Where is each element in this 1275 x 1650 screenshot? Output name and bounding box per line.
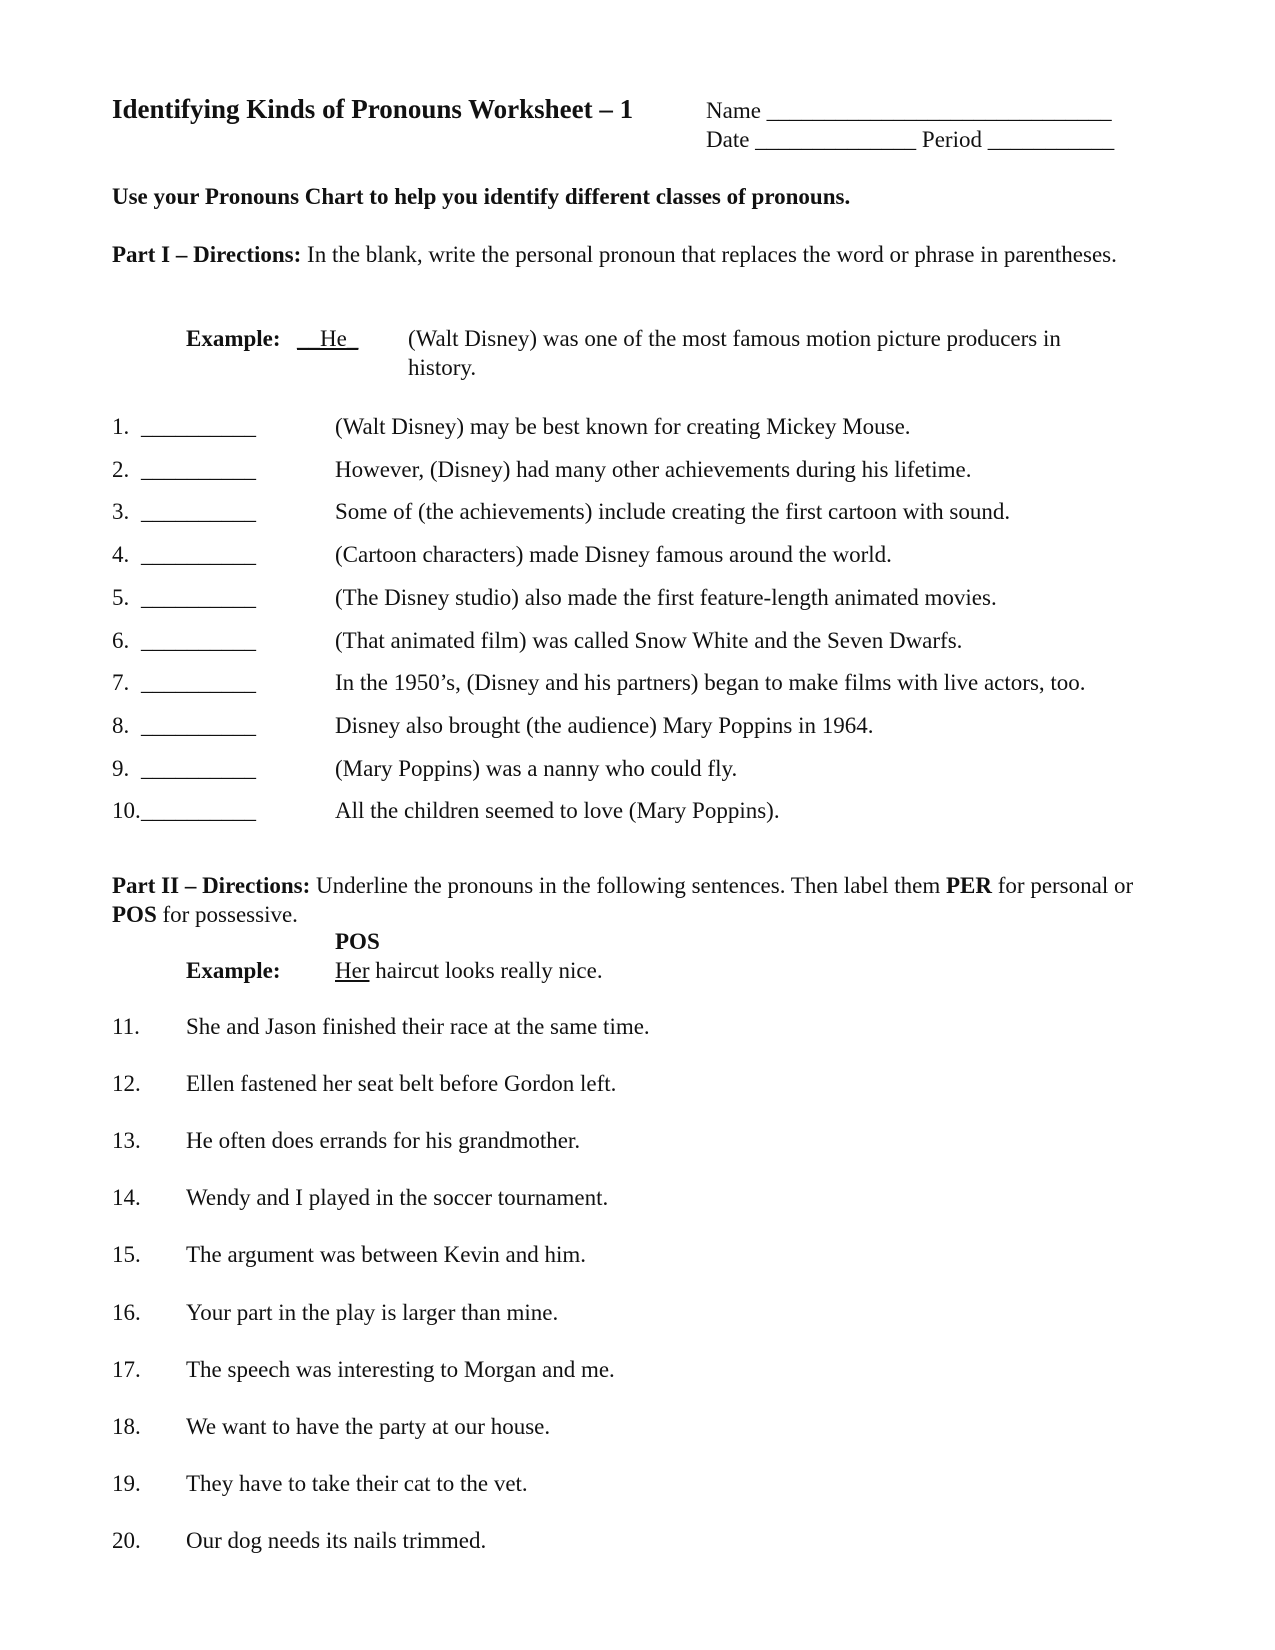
part2-example-tag: POS <box>335 929 380 954</box>
part1-item-sentence: All the children seemed to love (Mary Poppins). <box>335 798 780 823</box>
part1-item-number: 4. <box>112 542 130 567</box>
part2-directions-c: for possessive. <box>156 902 298 927</box>
part2-item-number: 16. <box>112 1300 141 1325</box>
period-label: Period <box>921 127 982 152</box>
name-field[interactable] <box>706 97 1112 126</box>
part2-item-sentence[interactable]: Your part in the play is larger than mine. <box>186 1300 559 1325</box>
part1-item-number: 9. <box>112 756 130 781</box>
part1-item-sentence: (Cartoon characters) made Disney famous around the world. <box>335 542 892 567</box>
date-label: Date <box>706 127 750 152</box>
part1-item-sentence: Disney also brought (the audience) Mary Poppins in 1964. <box>335 713 874 738</box>
part1-answer-blank[interactable]: __________ <box>141 798 256 823</box>
part1-item-number: 2. <box>112 457 130 482</box>
part1-item-number: 1. <box>112 414 130 439</box>
part1-answer-blank[interactable]: __________ <box>141 499 256 524</box>
part1-item-number: 6. <box>112 628 130 653</box>
part1-answer-blank[interactable]: __________ <box>141 457 256 482</box>
part1-answer-blank[interactable]: __________ <box>141 670 256 695</box>
pos-label: POS <box>112 902 157 927</box>
part2-item-sentence[interactable]: She and Jason finished their race at the same time. <box>186 1014 650 1039</box>
part2-example-rest: haircut looks really nice. <box>369 958 603 983</box>
part2-item-sentence[interactable]: They have to take their cat to the vet. <box>186 1471 528 1496</box>
date-line[interactable]: ______________ <box>755 127 917 152</box>
part1-answer-blank[interactable]: __________ <box>141 585 256 610</box>
part2-directions-b: for personal or <box>992 873 1134 898</box>
part2-item-sentence[interactable]: Wendy and I played in the soccer tournament. <box>186 1185 609 1210</box>
part2-directions <box>112 871 1142 929</box>
instructions: Use your Pronouns Chart to help you identify different classes of pronouns. <box>112 184 851 209</box>
part1-item-number: 5. <box>112 585 130 610</box>
date-period-fields <box>706 126 1114 155</box>
part2-item-number: 11. <box>112 1014 140 1039</box>
part2-item-sentence[interactable]: The argument was between Kevin and him. <box>186 1242 587 1267</box>
period-line[interactable]: ___________ <box>987 127 1115 152</box>
part1-item-sentence: Some of (the achievements) include creating the first cartoon with sound. <box>335 499 1011 524</box>
part1-example-sentence-line2: history. <box>408 355 477 380</box>
part2-item-number: 14. <box>112 1185 141 1210</box>
part2-example-sentence <box>335 957 603 986</box>
part1-item-sentence: (Mary Poppins) was a nanny who could fly. <box>335 756 738 781</box>
part1-item-number: 7. <box>112 670 130 695</box>
per-label: PER <box>946 873 992 898</box>
part2-example-underlined: Her <box>335 958 370 983</box>
part1-answer-blank[interactable]: __________ <box>141 414 256 439</box>
part1-item-number: 8. <box>112 713 130 738</box>
part1-example-label: Example: <box>186 326 281 351</box>
part1-item-sentence: (The Disney studio) also made the first feature-length animated movies. <box>335 585 997 610</box>
part2-item-number: 19. <box>112 1471 141 1496</box>
part1-answer-blank[interactable]: __________ <box>141 542 256 567</box>
part2-item-sentence[interactable]: The speech was interesting to Morgan and me. <box>186 1357 615 1382</box>
part2-item-number: 17. <box>112 1357 141 1382</box>
part2-item-number: 20. <box>112 1528 141 1553</box>
part1-item-sentence: (Walt Disney) may be best known for creating Mickey Mouse. <box>335 414 911 439</box>
part1-directions-text: In the blank, write the personal pronoun that replaces the word or phrase in parentheses. <box>301 242 1117 267</box>
part2-item-number: 18. <box>112 1414 141 1439</box>
part1-item-sentence: (That animated film) was called Snow White and the Seven Dwarfs. <box>335 628 963 653</box>
name-label: Name <box>706 98 761 123</box>
part2-heading: Part II – Directions: <box>112 873 311 898</box>
part1-answer-blank[interactable]: __________ <box>141 713 256 738</box>
part1-item-sentence: However, (Disney) had many other achievements during his lifetime. <box>335 457 972 482</box>
worksheet-title: Identifying Kinds of Pronouns Worksheet – 1 <box>112 94 634 124</box>
part2-item-sentence[interactable]: We want to have the party at our house. <box>186 1414 551 1439</box>
part1-item-number: 3. <box>112 499 130 524</box>
part1-item-sentence: In the 1950’s, (Disney and his partners) began to make films with live actors, too. <box>335 670 1086 695</box>
part1-answer-blank[interactable]: __________ <box>141 756 256 781</box>
part2-item-sentence[interactable]: He often does errands for his grandmother. <box>186 1128 581 1153</box>
part2-item-sentence[interactable]: Our dog needs its nails trimmed. <box>186 1528 487 1553</box>
part2-item-number: 15. <box>112 1242 141 1267</box>
part2-item-number: 13. <box>112 1128 141 1153</box>
part1-heading: Part I – Directions: <box>112 242 302 267</box>
part1-directions <box>112 240 1142 269</box>
name-line[interactable]: ______________________________ <box>766 98 1112 123</box>
part1-item-number: 10. <box>112 798 141 823</box>
part2-example-label: Example: <box>186 958 281 983</box>
part1-example-sentence-line1: (Walt Disney) was one of the most famous motion picture producers in <box>408 326 1061 351</box>
part2-item-sentence[interactable]: Ellen fastened her seat belt before Gordon left. <box>186 1071 617 1096</box>
part1-example-answer: __He_ <box>297 326 359 351</box>
part2-item-number: 12. <box>112 1071 141 1096</box>
part1-answer-blank[interactable]: __________ <box>141 628 256 653</box>
part2-directions-a: Underline the pronouns in the following sentences. Then label them <box>310 873 946 898</box>
